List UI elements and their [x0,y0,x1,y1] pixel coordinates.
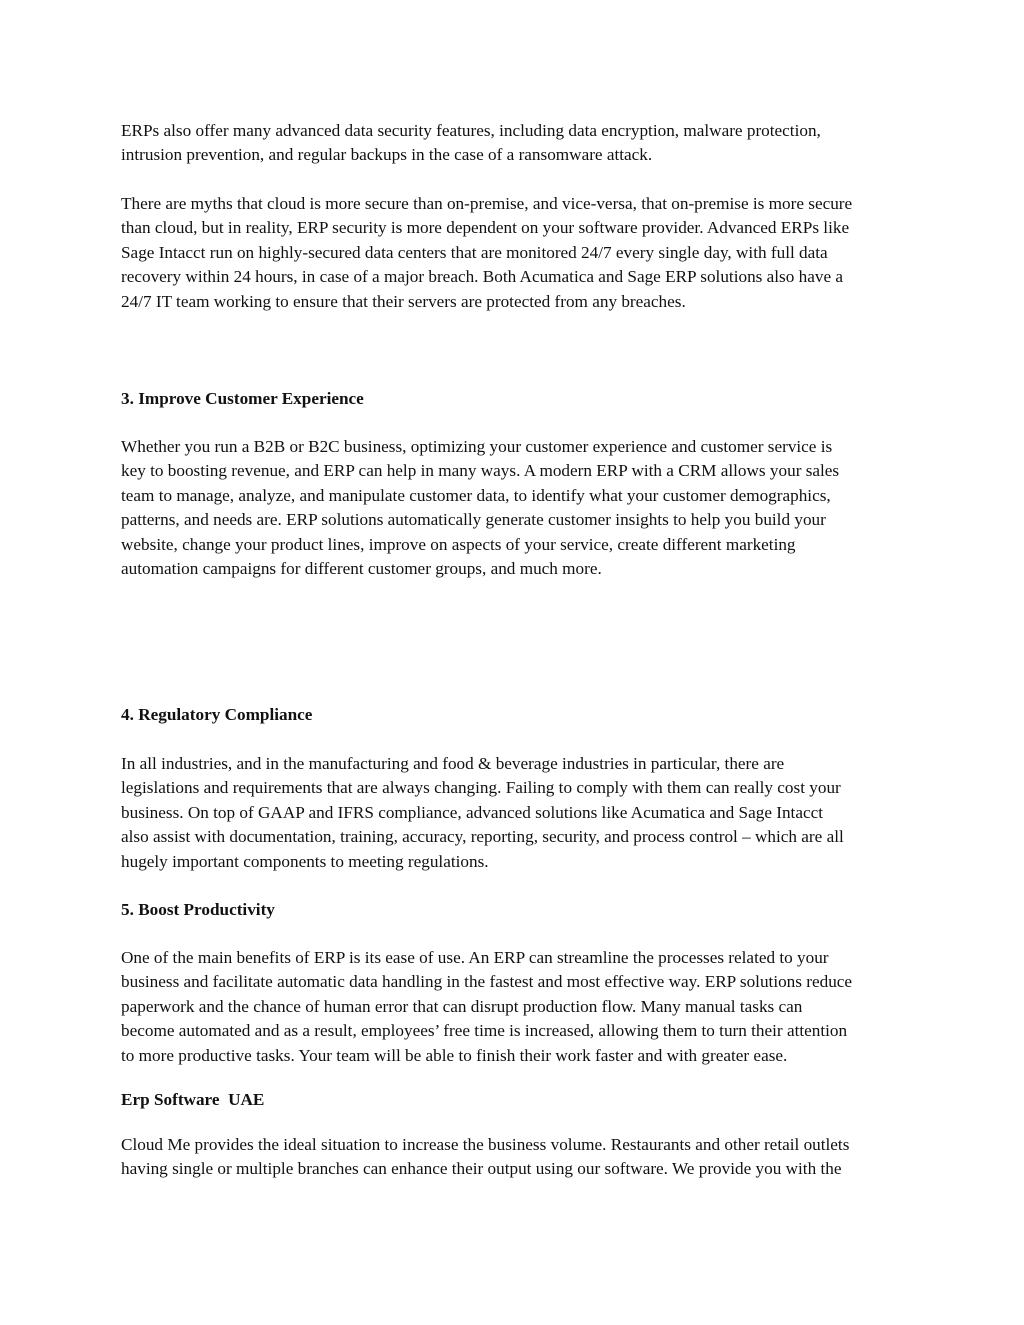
text-line: paperwork and the chance of human error that can disrupt production flow. Many manual tasks can [121,996,803,1016]
text-line: than cloud, but in reality, ERP security is more dependent on your software provider. Advanced ERPs like [121,218,850,238]
paragraph-regulatory-compliance [121,752,911,874]
text-line: Cloud Me provides the ideal situation to increase the business volume. Restaurants and other retail outlets [121,1135,850,1154]
text-line: 24/7 IT team working to ensure that their servers are protected from any breaches. [121,291,686,311]
paragraph-customer-experience [121,435,911,581]
text-line: Sage Intacct run on highly-secured data centers that are monitored 24/7 every single day, with full data [121,242,828,262]
heading-boost-productivity: 5. Boost Productivity [121,900,275,919]
text-line: having single or multiple branches can enhance their output using our software. We provide you with the [121,1159,842,1179]
paragraph-boost-productivity [121,946,911,1068]
text-line: business and facilitate automatic data handling in the fastest and most effective way. ERP solutions reduce [121,972,853,992]
text-line: Whether you run a B2B or B2C business, optimizing your customer experience and customer service is [121,437,833,456]
heading-customer-experience: 3. Improve Customer Experience [121,389,364,408]
text-line: become automated and as a result, employees’ free time is increased, allowing them to turn their attention [121,1021,848,1041]
text-line: automation campaigns for different customer groups, and much more. [121,559,602,579]
text-line: intrusion prevention, and regular backups in the case of a ransomware attack. [121,145,653,165]
text-line: ERPs also offer many advanced data security features, including data encryption, malware protection, [121,121,821,140]
heading-erp-software-uae: Erp Software UAE [121,1090,265,1109]
paragraph-cloud-me [121,1133,911,1182]
text-line: website, change your product lines, improve on aspects of your service, create different marketing [121,534,796,554]
text-line: key to boosting revenue, and ERP can help in many ways. A modern ERP with a CRM allows your sales [121,461,840,481]
text-line: patterns, and needs are. ERP solutions automatically generate customer insights to help you build your [121,510,826,530]
text-line: business. On top of GAAP and IFRS compliance, advanced solutions like Acumatica and Sage Intacct [121,802,823,822]
text-line: legislations and requirements that are always changing. Failing to comply with them can really cost your [121,778,841,798]
text-line: team to manage, analyze, and manipulate customer data, to identify what your customer demographics, [121,485,831,505]
text-line: also assist with documentation, training, accuracy, reporting, security, and process control – which are all [121,827,844,847]
text-line: hugely important components to meeting regulations. [121,851,489,871]
paragraph-security-features [121,119,911,168]
text-line: There are myths that cloud is more secure than on-premise, and vice-versa, that on-premise is more secure [121,194,853,213]
text-line: One of the main benefits of ERP is its ease of use. An ERP can streamline the processes related to your [121,948,829,967]
text-line: In all industries, and in the manufacturing and food & beverage industries in particular, there are [121,754,785,773]
heading-regulatory-compliance: 4. Regulatory Compliance [121,705,313,724]
text-line: recovery within 24 hours, in case of a major breach. Both Acumatica and Sage ERP solutions also have a [121,267,843,287]
paragraph-cloud-myths [121,192,911,314]
text-line: to more productive tasks. Your team will be able to finish their work faster and with greater ease. [121,1045,788,1065]
